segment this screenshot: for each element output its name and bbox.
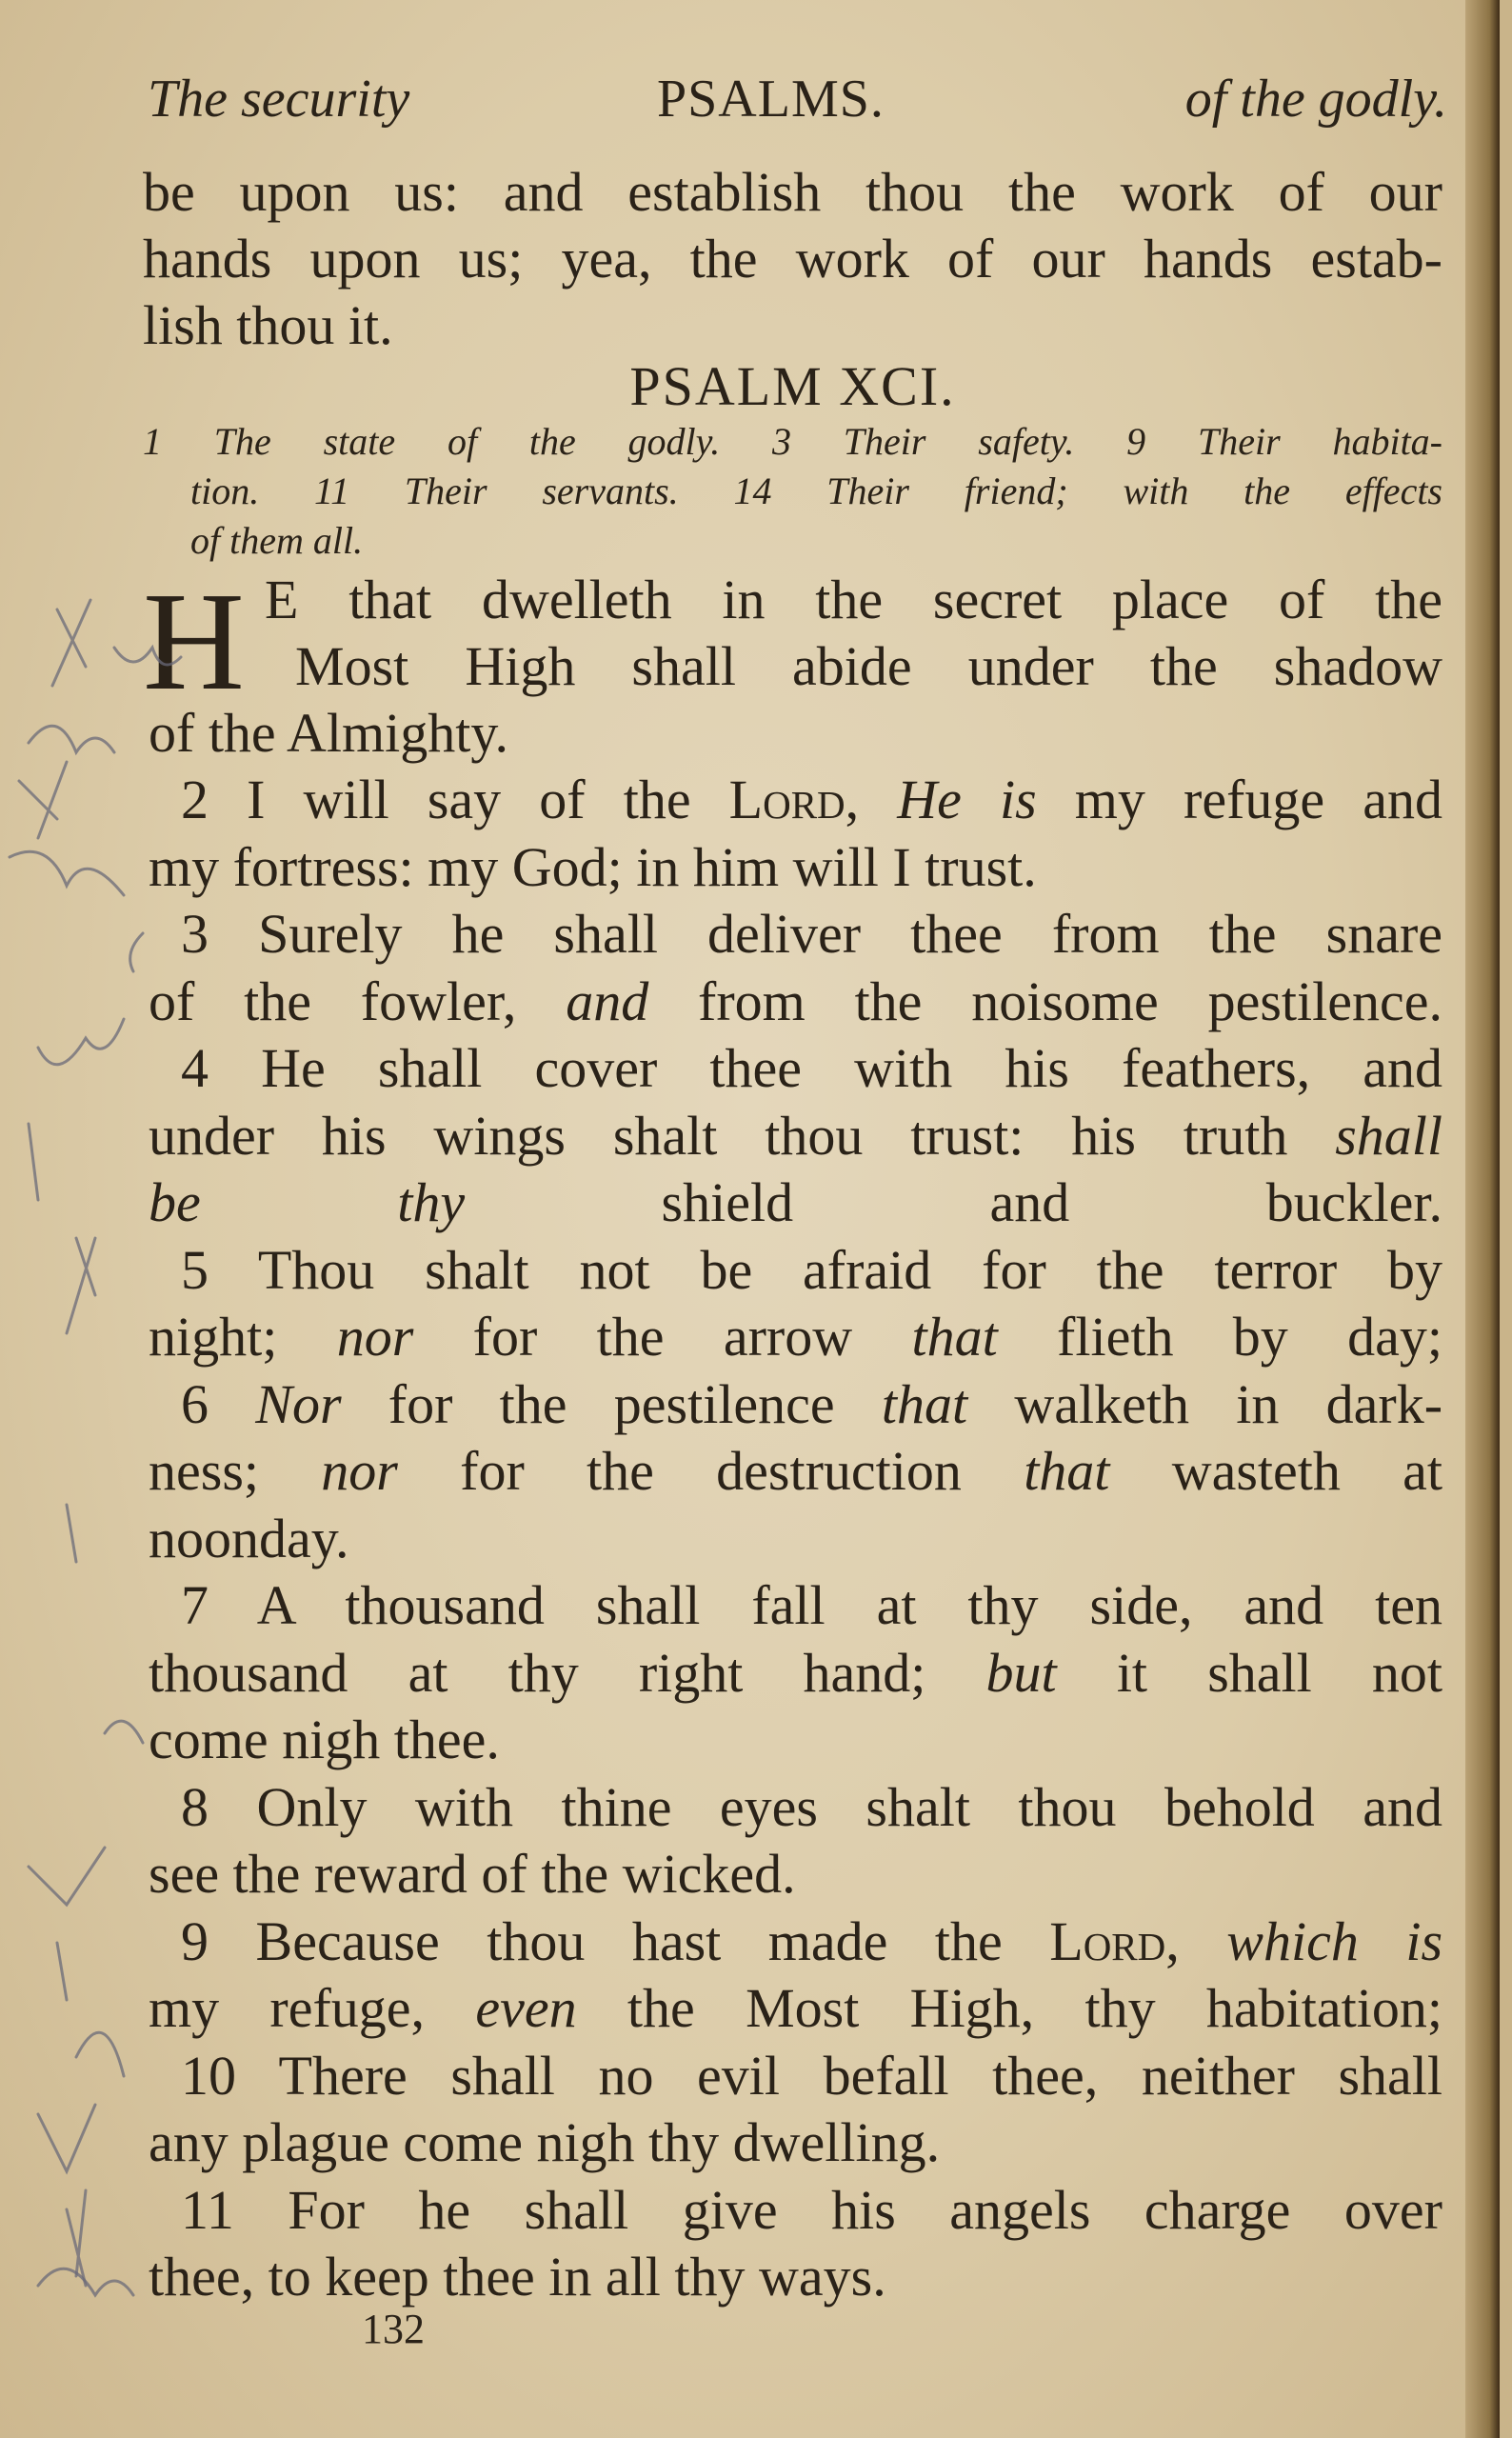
- verse-text: Surely he shall deliver thee from the snare: [258, 903, 1442, 965]
- verse-text: walketh in dark-: [967, 1372, 1443, 1435]
- verse-text: flieth by day;: [997, 1306, 1443, 1368]
- summary-line-1: 1 The state of the godly. 3 Their safety. 9 Their habita-: [143, 420, 1442, 463]
- verse-text: my fortress: my God; in him will I trust.: [149, 835, 1037, 898]
- verse-continuation-line: [149, 2245, 886, 2308]
- psalm-title: PSALM XCI.: [629, 355, 956, 417]
- verse-text: be thy: [149, 1171, 466, 1233]
- verse-1-line-1: E that dwelleth in the secret place of the: [265, 569, 1442, 630]
- verse-text: Because thou hast made the: [255, 1909, 1050, 1972]
- verse-text: come nigh thee.: [149, 1709, 500, 1770]
- top-line-1: be upon us: and establish thou the work of our: [143, 161, 1442, 223]
- verse-continuation-line: [149, 2110, 940, 2174]
- verse-text: Thou shalt not be afraid for the terror by: [257, 1238, 1442, 1301]
- verse-text: Only with thine eyes shalt thou behold and: [256, 1775, 1442, 1838]
- top-line-2: hands upon us; yea, the work of our hands estab-: [143, 228, 1442, 290]
- verse-text: for the destruction: [397, 1440, 1025, 1502]
- verse-text: ,: [1165, 1909, 1227, 1972]
- verse-9-first-line: [181, 1909, 1442, 1973]
- verse-text: that: [1024, 1440, 1110, 1502]
- verse-continuation-line: [149, 1439, 1442, 1503]
- verse-text: my refuge,: [149, 1977, 476, 2039]
- verse-1-line-3: of the Almighty.: [149, 702, 509, 764]
- verse-text: thee, to keep thee in all thy ways.: [149, 2246, 886, 2308]
- verse-6-first-line: [181, 1372, 1442, 1436]
- verse-7-first-line: [181, 1573, 1442, 1637]
- running-header: [148, 69, 1447, 145]
- verse-11-first-line: [181, 2178, 1442, 2242]
- verse-5-first-line: [181, 1238, 1442, 1302]
- pencil-annotations: [0, 0, 248, 2438]
- verse-continuation-line: [149, 835, 1037, 899]
- verse-text: wasteth at: [1109, 1440, 1443, 1502]
- verse-text: which is: [1226, 1909, 1443, 1972]
- verse-continuation-line: [149, 1104, 1442, 1168]
- verse-text: of the fowler,: [149, 969, 567, 1032]
- verse-text: He is: [897, 769, 1037, 830]
- verse-text: nor: [321, 1440, 398, 1502]
- verse-number: 5: [181, 1238, 209, 1301]
- page-edge: [1465, 0, 1500, 2438]
- verse-text: from the noisome pestilence.: [648, 969, 1442, 1032]
- verse-number: 10: [181, 2044, 236, 2107]
- header-left: The security: [148, 70, 410, 129]
- verse-text: He shall cover thee with his feathers, and: [261, 1037, 1442, 1099]
- verse-text: for the arrow: [413, 1306, 912, 1368]
- verse-text: Lord: [1049, 1909, 1166, 1972]
- verse-continuation-line: [149, 1305, 1442, 1369]
- verse-number: 9: [181, 1909, 209, 1972]
- verse-number: 7: [181, 1574, 209, 1636]
- verse-text: nor: [336, 1306, 414, 1368]
- drop-cap: H: [143, 564, 245, 720]
- verse-continuation-line: [149, 1170, 1442, 1234]
- verse-text: Lord: [728, 769, 846, 830]
- verse-continuation-line: [149, 1976, 1442, 2040]
- verse-2-first-line: [181, 768, 1442, 831]
- verse-text: but: [985, 1641, 1057, 1704]
- header-right: of the godly.: [1184, 70, 1447, 129]
- summary-line-3: of them all.: [190, 519, 364, 562]
- verse-text: it shall not: [1056, 1641, 1442, 1704]
- verse-continuation-line: [149, 969, 1442, 1033]
- verse-text: ness;: [149, 1440, 322, 1502]
- verse-continuation-line: [149, 1641, 1442, 1705]
- verse-text: my refuge and: [1036, 769, 1442, 830]
- verse-1-line-2: Most High shall abide under the shadow: [295, 635, 1442, 697]
- page-number: 132: [362, 2306, 425, 2352]
- top-line-3: lish thou it.: [143, 294, 393, 356]
- verse-text: that: [881, 1372, 968, 1435]
- verse-text: under his wings shalt thou trust: his truth: [149, 1104, 1336, 1167]
- verse-text: night;: [149, 1306, 337, 1368]
- verse-text: even: [475, 1977, 577, 2039]
- verse-text: the Most High, thy habitation;: [576, 1977, 1442, 2039]
- verse-text: for the pestilence: [341, 1372, 882, 1435]
- verse-text: any plague come nigh thy dwelling.: [149, 2111, 941, 2173]
- summary-line-2: tion. 11 Their servants. 14 Their friend; with the effects: [190, 470, 1442, 512]
- verse-text: For he shall give his angels charge over: [288, 2178, 1442, 2241]
- verse-text: There shall no evil befall thee, neither shall: [278, 2044, 1442, 2107]
- header-center: PSALMS.: [657, 70, 885, 129]
- verse-10-first-line: [181, 2044, 1442, 2108]
- verse-text: thousand at thy right hand;: [149, 1641, 986, 1704]
- verse-text: see the reward of the wicked.: [149, 1843, 796, 1905]
- verse-text: A thousand shall fall at thy side, and ten: [256, 1574, 1442, 1636]
- verse-4-first-line: [181, 1036, 1442, 1100]
- verse-text: ,: [845, 769, 898, 830]
- verse-3-first-line: [181, 902, 1442, 966]
- verse-text: and: [566, 969, 649, 1032]
- verse-text: shield and buckler.: [465, 1171, 1442, 1233]
- verse-number: 6: [181, 1372, 209, 1435]
- verse-text: that: [911, 1306, 998, 1368]
- verse-text: noonday.: [149, 1507, 349, 1569]
- verse-number: 3: [181, 903, 209, 965]
- verse-number: 11: [181, 2178, 234, 2241]
- verse-text: shall: [1335, 1104, 1442, 1167]
- verse-number: 8: [181, 1775, 209, 1838]
- verse-8-first-line: [181, 1775, 1442, 1839]
- verse-text: I will say of the: [247, 769, 729, 830]
- verse-number: 4: [181, 1037, 209, 1099]
- verse-text: Nor: [255, 1372, 342, 1435]
- verse-number: 2: [181, 769, 209, 830]
